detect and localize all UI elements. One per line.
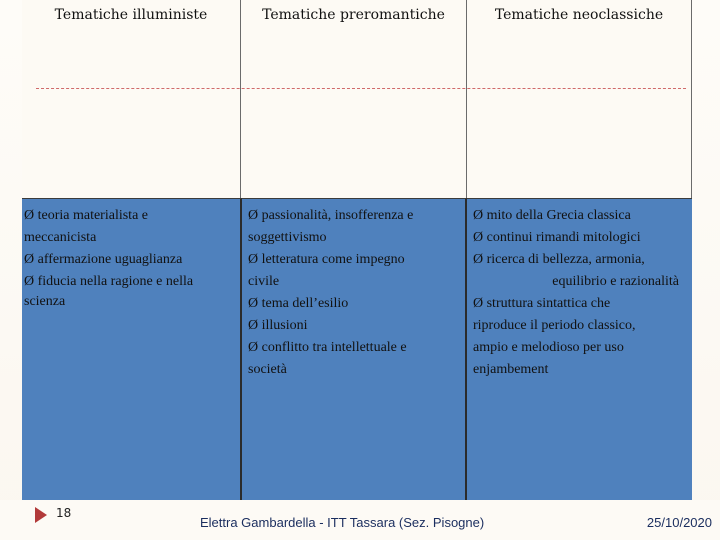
header-neoclassiche: Tematiche neoclassiche — [494, 7, 664, 23]
preromantiche-line: Ø tema dell’esilio — [248, 296, 349, 311]
preromantiche-line: Ø passionalità, insofferenza e — [248, 208, 414, 223]
footer-author: Elettra Gambardella - ITT Tassara (Sez. Pisogne) — [200, 515, 485, 530]
neoclassiche-line: enjambement — [473, 362, 549, 377]
header-cell-3 — [467, 0, 692, 198]
neoclassiche-line: ampio e melodioso per uso — [473, 340, 624, 355]
content-cell-preromantiche — [242, 198, 467, 500]
preromantiche-line: soggettivismo — [248, 230, 327, 245]
dashed-divider — [36, 88, 686, 89]
illuministe-text — [24, 205, 236, 311]
illuministe-line: Ø affermazione uguaglianza — [24, 252, 183, 267]
illuministe-line: Ø fiducia nella ragione e nella — [24, 274, 194, 289]
page-arrow-icon — [35, 507, 47, 523]
preromantiche-line: Ø conflitto tra intellettuale e — [248, 340, 407, 355]
preromantiche-line: civile — [248, 274, 280, 289]
neoclassiche-line: Ø struttura sintattica che — [473, 296, 611, 311]
footer-date: 25/10/2020 — [646, 515, 712, 530]
neoclassiche-line: equilibrio e razionalità — [552, 274, 679, 289]
page-number: 18 — [56, 506, 72, 520]
preromantiche-line: Ø illusioni — [248, 318, 308, 333]
illuministe-line: Ø teoria materialista e — [24, 208, 148, 223]
neoclassiche-line: Ø continui rimandi mitologici — [473, 230, 641, 245]
preromantiche-text — [248, 205, 458, 381]
preromantiche-line: società — [248, 362, 287, 377]
neoclassiche-line: Ø ricerca di bellezza, armonia, — [473, 252, 645, 267]
header-illuministe: Tematiche illuministe — [54, 7, 208, 23]
header-cell-2 — [241, 0, 467, 198]
neoclassiche-line: riproduce il periodo classico, — [473, 318, 636, 333]
header-preromantiche: Tematiche preromantiche — [262, 7, 445, 23]
header-cell-1 — [22, 0, 241, 198]
content-cell-neoclassiche — [467, 198, 692, 500]
content-cell-illuministe — [22, 198, 242, 500]
illuministe-line: meccanicista — [24, 230, 97, 245]
neoclassiche-text — [473, 205, 685, 381]
preromantiche-line: Ø letteratura come impegno — [248, 252, 405, 267]
neoclassiche-line: Ø mito della Grecia classica — [473, 208, 631, 223]
illuministe-line: scienza — [24, 294, 66, 309]
